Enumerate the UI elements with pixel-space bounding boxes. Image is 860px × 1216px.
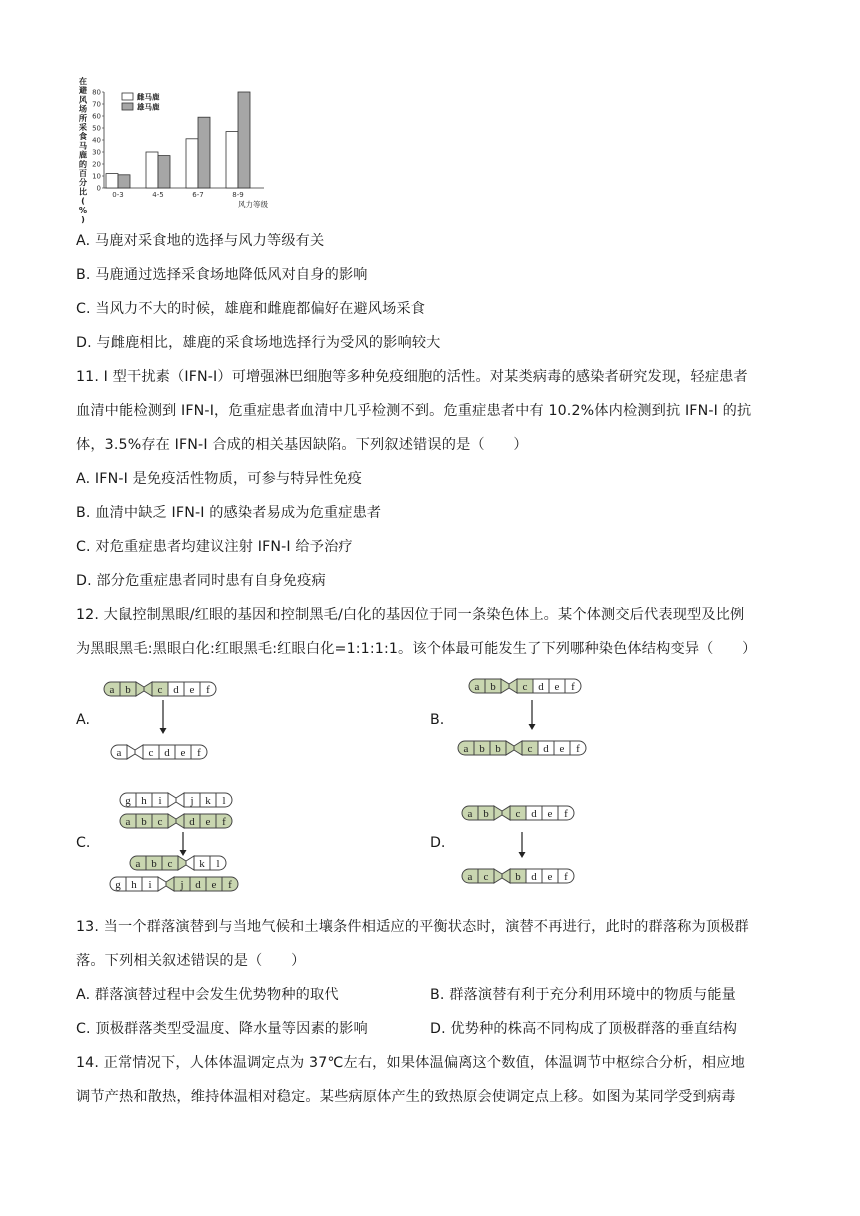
gene-label: f [571,681,575,693]
y-axis-label-char: 风 [78,94,88,105]
y-axis-label-char: 避 [78,85,88,96]
gene-label: c [157,816,163,828]
gene-label: k [205,795,211,807]
gene-label: a [125,816,131,828]
gene-label: a [467,871,473,883]
q12-stem-line-1: 12. 大鼠控制黑眼/红眼的基因和控制黑毛/白化的基因位于同一条染色体上。某个体测交后代表现型及比例 [76,607,745,623]
gene-label: e [189,684,195,696]
gene-label: l [216,858,220,870]
y-axis-label-char: 百 [78,168,88,178]
option-c-original-1 [120,793,232,807]
y-tick-label: 0 [96,184,101,193]
gene-label: a [109,684,115,696]
q10-option-a: A. 马鹿对采食地的选择与风力等级有关 [76,233,325,249]
y-tick-label: 70 [92,100,101,109]
q10-option-b: B. 马鹿通过选择采食场地降低风对自身的影响 [76,267,368,283]
option-d-result [462,869,574,883]
y-axis-label-char: 的 [78,158,88,169]
y-axis-label-char: ) [81,214,85,224]
gene-label: f [564,808,568,820]
y-axis-label-char: 食 [78,131,88,142]
y-axis-label-char: ( [81,195,85,206]
q13-stem-line-1: 13. 当一个群落演替到与当地气候和土壤条件相适应的平衡状态时，演替不再进行，此时的群落称为顶极群 [76,919,749,935]
gene-label: a [116,747,122,759]
x-category-label: 6-7 [192,191,204,199]
gene-label: d [189,816,195,828]
gene-label: d [531,808,537,820]
gene-label: j [190,795,194,807]
y-tick-label: 20 [92,160,101,169]
gene-label: c [522,681,528,693]
centromere [501,679,509,693]
y-tick-label: 80 [92,88,101,97]
q14-stem-line-1: 14. 正常情况下，人体体温调定点为 37℃左右，如果体温偏离这个数值，体温调节中枢综合分析，相应地 [76,1055,745,1071]
q12-option-d-label: D. [430,835,446,851]
y-axis-label-char: % [78,204,88,215]
gene-label: b [141,816,147,828]
gene-label: c [483,871,489,883]
legend-label: 雌马鹿 [137,92,160,102]
x-category-label: 4-5 [152,191,164,199]
gene-label: f [564,871,568,883]
q11-option-a: A. IFN-I 是免疫活性物质，可参与特异性免疫 [76,471,362,487]
arrow-head [160,728,167,734]
q11-option-c: C. 对危重症患者均建议注射 IFN-I 给予治疗 [76,539,353,555]
centromere [136,682,144,696]
gene-label: f [576,743,580,755]
y-tick-label: 50 [92,124,101,133]
x-axis-label: 风力等级 [238,200,268,209]
gene-label: d [543,743,549,755]
gene-label: e [547,871,553,883]
gene-label: c [515,808,521,820]
gene-label: c [148,747,154,759]
q13-option-c: C. 顶极群落类型受温度、降水量等因素的影响 [76,1021,368,1037]
gene-label: d [195,879,201,891]
gene-label: d [538,681,544,693]
gene-label: i [148,879,152,891]
centromere [135,745,143,759]
gene-label: d [173,684,179,696]
gene-label: e [180,747,186,759]
gene-label: e [205,816,211,828]
y-axis-label-char: 采 [78,122,88,132]
option-c-result-1 [130,856,226,870]
gene-label: d [531,871,537,883]
y-axis-label-char: 在 [78,76,88,86]
gene-label: f [228,879,232,891]
q11-option-b: B. 血清中缺乏 IFN-I 的感染者易成为危重症患者 [76,505,382,521]
arrow-head [180,850,187,856]
option-a-result [111,745,207,759]
gene-label: i [158,795,162,807]
gene-label: g [125,795,131,807]
gene-label: h [141,795,147,807]
gene-label: b [495,743,501,755]
q12-option-b-label: B. [430,712,445,728]
y-axis-label-char: 鹿 [78,149,88,160]
gene-label: f [206,684,210,696]
q11-stem-line-1: 11. I 型干扰素（IFN-I）可增强淋巴细胞等多种免疫细胞的活性。对某类病毒的感染者研究发现，轻症患者 [76,369,748,385]
gene-label: h [131,879,137,891]
q13-stem-line-2: 落。下列相关叙述错误的是（ ） [76,953,306,969]
gene-label: b [490,681,496,693]
centromere [186,856,194,870]
centromere [168,793,176,807]
q13-option-a: A. 群落演替过程中会发生优势物种的取代 [76,987,339,1003]
centromere [514,741,522,755]
gene-label: f [197,747,201,759]
y-tick-label: 10 [92,172,101,181]
gene-label: b [151,858,157,870]
y-axis-label-char: 马 [78,140,88,151]
q11-stem-line-2: 血清中能检测到 IFN-I，危重症患者血清中几乎检测不到。危重症患者中有 10.2%体内检测到抗 IFN-I 的抗 [76,403,752,419]
q13-option-b: B. 群落演替有利于充分利用环境中的物质与能量 [430,987,736,1003]
gene-label: e [559,743,565,755]
x-category-label: 8-9 [232,191,244,199]
x-category-label: 0-3 [112,191,124,199]
gene-label: e [547,808,553,820]
q12-option-a-label: A. [76,712,90,728]
arrow-head [519,852,526,858]
gene-label: a [474,681,480,693]
option-a-original [104,682,216,696]
q12-option-c-label: C. [76,835,91,851]
legend-label: 雄马鹿 [137,102,160,112]
centromere [176,814,184,828]
gene-label: b [479,743,485,755]
centromere [158,877,166,891]
gene-label: e [211,879,217,891]
y-tick-label: 30 [92,148,101,157]
option-b-original [469,679,581,693]
centromere [494,806,502,820]
centromere [509,679,517,693]
gene-label: e [554,681,560,693]
option-d-original [462,806,574,820]
gene-label: a [467,808,473,820]
gene-label: g [115,879,121,891]
q10-option-d: D. 与雌鹿相比，雄鹿的采食场地选择行为受风的影响较大 [76,335,441,351]
option-c-result-2 [110,877,238,891]
gene-label: b [125,684,131,696]
gene-label: a [463,743,469,755]
gene-label: b [483,808,489,820]
y-axis-label-char: 比 [78,186,88,197]
gene-label: c [527,743,533,755]
centromere [166,877,174,891]
arrow-head [529,724,536,730]
gene-label: a [135,858,141,870]
y-tick-label: 60 [92,112,101,121]
centromere [506,741,514,755]
gene-label: c [157,684,163,696]
q10-option-c: C. 当风力不大的时候，雄鹿和雌鹿都偏好在避风场采食 [76,301,426,317]
centromere [494,869,502,883]
centromere [502,806,510,820]
gene-label: f [222,816,226,828]
y-axis-label-char: 场 [78,103,88,114]
q11-stem-line-3: 体，3.5%存在 IFN-I 合成的相关基因缺陷。下列叙述错误的是（ ） [76,437,528,453]
y-axis-label-char: 分 [78,177,88,188]
y-axis-label-char: 所 [78,112,88,123]
gene-label: k [199,858,205,870]
gene-label: j [180,879,184,891]
q11-option-d: D. 部分危重症患者同时患有自身免疫病 [76,573,326,589]
q13-option-d: D. 优势种的株高不同构成了顶极群落的垂直结构 [430,1021,738,1037]
q14-stem-line-2: 调节产热和散热，维持体温相对稳定。某些病原体产生的致热原会使调定点上移。如图为某同学受到病毒 [76,1089,736,1105]
centromere [178,856,186,870]
gene-label: c [167,858,173,870]
centromere [176,793,184,807]
centromere [144,682,152,696]
q12-stem-line-2: 为黑眼黑毛:黑眼白化:红眼黑毛:红眼白化=1:1:1:1。该个体最可能发生了下列哪种染色体结构变异（ ） [76,641,757,657]
centromere [127,745,135,759]
centromere [502,869,510,883]
gene-label: d [164,747,170,759]
y-tick-label: 40 [92,136,101,145]
centromere [168,814,176,828]
gene-label: b [515,871,521,883]
gene-label: l [222,795,226,807]
option-c-original-2 [120,814,232,828]
option-b-result [458,741,586,755]
